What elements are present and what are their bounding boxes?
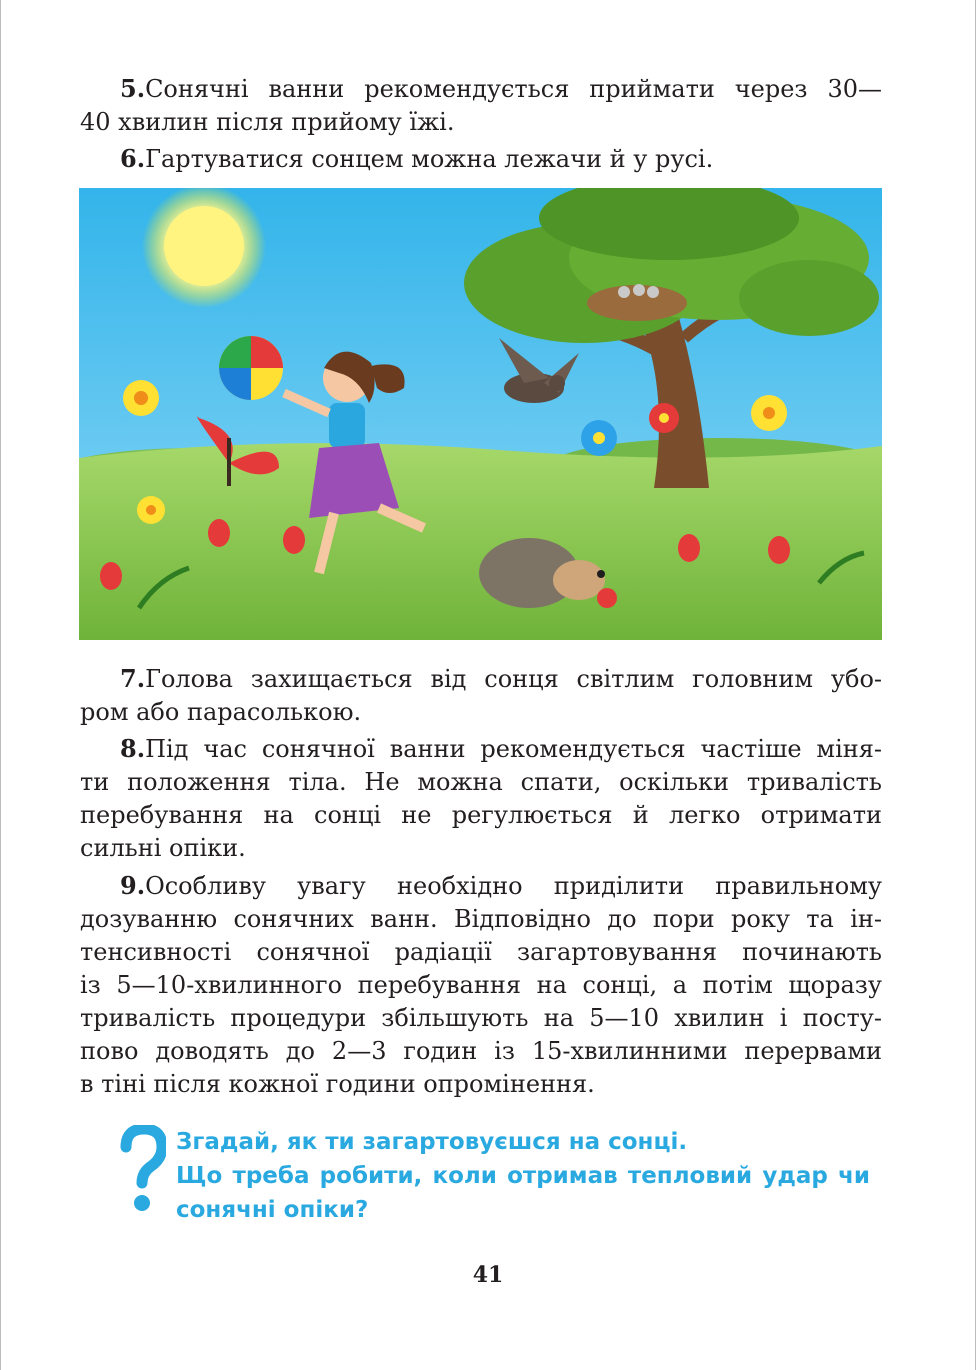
text-line: ти положення тіла. Не можна спати, оскільки тривалість (80, 768, 882, 796)
paragraph-item-9 (80, 869, 882, 1101)
review-question-block (118, 1125, 878, 1225)
text-line: в тіні після кожної години опромінення. (80, 1070, 595, 1098)
text-line: ром або парасолькою. (80, 698, 362, 726)
text-line: тривалість процедури збільшують на 5—10 хвилин і посту- (80, 1004, 882, 1032)
question-line: Згадай, як ти загартовуєшся на сонці. (176, 1129, 688, 1155)
item-number: 7. (120, 664, 146, 693)
question-line: сонячні опіки? (176, 1197, 369, 1223)
text-line: 7.Голова захищається від сонця світлим головним убо- (120, 664, 882, 693)
text-line: сильні опіки. (80, 834, 246, 862)
item-number: 6. (120, 144, 146, 173)
paragraph-item-5 (80, 72, 882, 139)
text-line: 9.Особливу увагу необхідно приділити правильному (120, 871, 882, 900)
paragraph-item-7 (80, 662, 882, 729)
text-line: 5.Сонячні ванни рекомендується приймати через 30— (120, 74, 882, 103)
beach-ball-icon (219, 336, 283, 400)
text-line: дозуванню сонячних ванн. Відповідно до пори року та ін- (80, 905, 882, 933)
item-number: 8. (120, 734, 146, 763)
text-line: із 5—10-хвилинного перебування на сонці, а потім щоразу (80, 971, 882, 999)
text-line: пово доводять до 2—3 годин із 15-хвилинними перервами (80, 1037, 882, 1065)
text-line: 40 хвилин після прийому їжі. (80, 108, 455, 136)
page-edge-left (0, 0, 1, 1370)
item-number: 5. (120, 74, 146, 103)
item-number: 9. (120, 871, 146, 900)
paragraph-item-6 (80, 142, 882, 176)
question-text (176, 1125, 870, 1227)
question-mark-icon (118, 1125, 166, 1213)
page-number: 41 (472, 1262, 504, 1288)
grass (79, 443, 882, 640)
illustration-girl-playing-in-park (79, 188, 882, 640)
text-line: тенсивності сонячної радіації загартовування починають (80, 938, 882, 966)
text-line: 8.Під час сонячної ванни рекомендується частіше міня- (120, 734, 882, 763)
text-line: 6.Гартуватися сонцем можна лежачи й у русі. (120, 144, 714, 173)
paragraph-item-8 (80, 732, 882, 865)
question-line: Що треба робити, коли отримав тепловий удар чи (176, 1163, 870, 1189)
sun-icon (142, 188, 266, 308)
text-line: перебування на сонці не регулюється й легко отримати (80, 801, 882, 829)
